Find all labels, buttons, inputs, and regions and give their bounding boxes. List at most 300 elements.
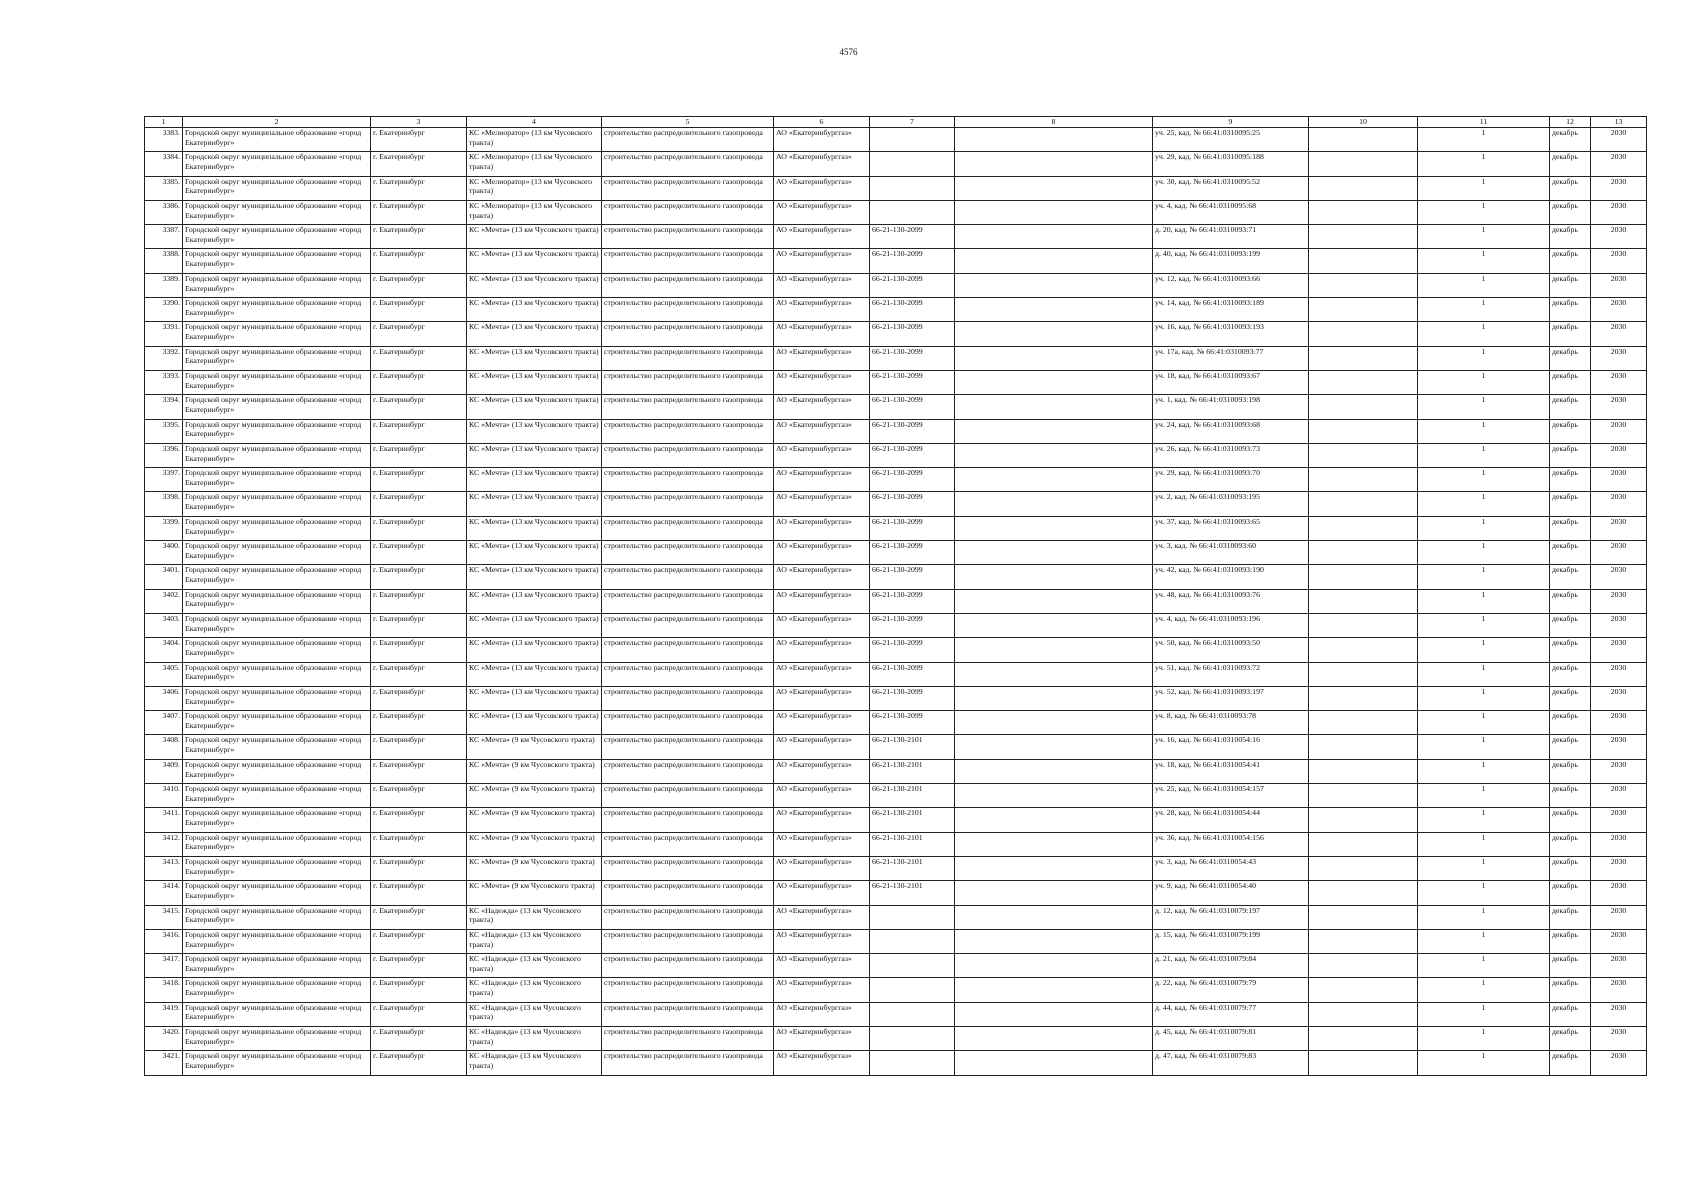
cell-c10 (1309, 516, 1418, 540)
cell-org: АО «Екатеринбурггаз» (774, 613, 870, 637)
cell-plot: д. 45, кад. № 66:41:0310079:81 (1153, 1026, 1309, 1050)
cell-qty: 1 (1418, 225, 1550, 249)
cell-doc: 66-21-130-2099 (870, 273, 955, 297)
cell-n: 3383. (145, 128, 183, 152)
cell-n: 3411. (145, 808, 183, 832)
cell-month: декабрь (1550, 128, 1591, 152)
cell-month: декабрь (1550, 443, 1591, 467)
cell-month: декабрь (1550, 662, 1591, 686)
cell-org: АО «Екатеринбурггаз» (774, 954, 870, 978)
cell-owner: Городской округ муниципальное образование «город Екатеринбург» (183, 128, 371, 152)
cell-month: декабрь (1550, 298, 1591, 322)
cell-org: АО «Екатеринбурггаз» (774, 346, 870, 370)
cell-c8 (955, 759, 1153, 783)
cell-n: 3395. (145, 419, 183, 443)
cell-owner: Городской округ муниципальное образование «город Екатеринбург» (183, 565, 371, 589)
cell-city: г. Екатеринбург (371, 298, 467, 322)
cell-object: КС «Мелиоратор» (13 км Чусовского тракта) (467, 176, 602, 200)
cell-plot: уч. 24, кад. № 66:41:0310093:68 (1153, 419, 1309, 443)
cell-n: 3409. (145, 759, 183, 783)
cell-city: г. Екатеринбург (371, 808, 467, 832)
cell-qty: 1 (1418, 1051, 1550, 1075)
cell-month: декабрь (1550, 954, 1591, 978)
cell-c10 (1309, 128, 1418, 152)
cell-month: декабрь (1550, 1002, 1591, 1026)
cell-n: 3415. (145, 905, 183, 929)
cell-n: 3407. (145, 711, 183, 735)
cell-doc: 66-21-130-2099 (870, 419, 955, 443)
cell-c10 (1309, 978, 1418, 1002)
cell-qty: 1 (1418, 128, 1550, 152)
cell-object: КС «Мечта» (9 км Чусовского тракта) (467, 832, 602, 856)
cell-object: КС «Мечта» (13 км Чусовского тракта) (467, 370, 602, 394)
cell-purpose: строительство распределительного газопровода (602, 954, 774, 978)
table-row (145, 735, 1647, 759)
cell-purpose: строительство распределительного газопровода (602, 1051, 774, 1075)
cell-n: 3405. (145, 662, 183, 686)
cell-c8 (955, 128, 1153, 152)
cell-n: 3421. (145, 1051, 183, 1075)
cell-org: АО «Екатеринбурггаз» (774, 881, 870, 905)
cell-doc: 66-21-130-2099 (870, 225, 955, 249)
cell-qty: 1 (1418, 492, 1550, 516)
cell-org: АО «Екатеринбурггаз» (774, 856, 870, 880)
column-header-2: 2 (183, 117, 371, 128)
cell-n: 3398. (145, 492, 183, 516)
cell-month: декабрь (1550, 152, 1591, 176)
cell-month: декабрь (1550, 735, 1591, 759)
cell-year: 2030 (1591, 322, 1647, 346)
cell-city: г. Екатеринбург (371, 978, 467, 1002)
cell-year: 2030 (1591, 249, 1647, 273)
cell-c10 (1309, 1026, 1418, 1050)
cell-qty: 1 (1418, 832, 1550, 856)
cell-n: 3384. (145, 152, 183, 176)
cell-year: 2030 (1591, 128, 1647, 152)
cell-plot: уч. 14, кад. № 66:41:0310093:189 (1153, 298, 1309, 322)
cell-n: 3394. (145, 395, 183, 419)
cell-c8 (955, 662, 1153, 686)
cell-c8 (955, 1026, 1153, 1050)
cell-qty: 1 (1418, 419, 1550, 443)
cell-c10 (1309, 370, 1418, 394)
table-row (145, 273, 1647, 297)
cell-qty: 1 (1418, 1026, 1550, 1050)
cell-plot: д. 15, кад. № 66:41:0310079:199 (1153, 929, 1309, 953)
cell-owner: Городской округ муниципальное образование «город Екатеринбург» (183, 370, 371, 394)
table-row (145, 200, 1647, 224)
cell-c8 (955, 370, 1153, 394)
cell-month: декабрь (1550, 419, 1591, 443)
cell-year: 2030 (1591, 856, 1647, 880)
cell-doc (870, 152, 955, 176)
cell-object: КС «Мечта» (9 км Чусовского тракта) (467, 808, 602, 832)
cell-year: 2030 (1591, 225, 1647, 249)
cell-n: 3397. (145, 468, 183, 492)
cell-city: г. Екатеринбург (371, 200, 467, 224)
cell-purpose: строительство распределительного газопровода (602, 492, 774, 516)
cell-c8 (955, 492, 1153, 516)
cell-doc: 66-21-130-2099 (870, 346, 955, 370)
cell-purpose: строительство распределительного газопровода (602, 832, 774, 856)
cell-month: декабрь (1550, 589, 1591, 613)
cell-plot: уч. 18, кад. № 66:41:0310054:41 (1153, 759, 1309, 783)
cell-n: 3399. (145, 516, 183, 540)
cell-year: 2030 (1591, 176, 1647, 200)
column-header-10: 10 (1309, 117, 1418, 128)
cell-month: декабрь (1550, 516, 1591, 540)
cell-org: АО «Екатеринбурггаз» (774, 370, 870, 394)
cell-c8 (955, 395, 1153, 419)
cell-n: 3410. (145, 784, 183, 808)
cell-month: декабрь (1550, 1026, 1591, 1050)
cell-month: декабрь (1550, 225, 1591, 249)
table-row (145, 856, 1647, 880)
cell-object: КС «Мечта» (13 км Чусовского тракта) (467, 492, 602, 516)
cell-doc: 66-21-130-2099 (870, 541, 955, 565)
cell-qty: 1 (1418, 978, 1550, 1002)
cell-object: КС «Мечта» (13 км Чусовского тракта) (467, 249, 602, 273)
cell-city: г. Екатеринбург (371, 784, 467, 808)
table-row (145, 225, 1647, 249)
cell-n: 3393. (145, 370, 183, 394)
cell-qty: 1 (1418, 589, 1550, 613)
cell-doc (870, 200, 955, 224)
table-row (145, 468, 1647, 492)
cell-year: 2030 (1591, 711, 1647, 735)
cell-purpose: строительство распределительного газопровода (602, 200, 774, 224)
cell-qty: 1 (1418, 808, 1550, 832)
cell-n: 3404. (145, 638, 183, 662)
cell-c8 (955, 784, 1153, 808)
cell-owner: Городской округ муниципальное образование «город Екатеринбург» (183, 686, 371, 710)
cell-c10 (1309, 492, 1418, 516)
cell-n: 3390. (145, 298, 183, 322)
table-row (145, 128, 1647, 152)
column-header-8: 8 (955, 117, 1153, 128)
table-row (145, 929, 1647, 953)
cell-city: г. Екатеринбург (371, 1002, 467, 1026)
cell-c8 (955, 346, 1153, 370)
cell-doc: 66-21-130-2101 (870, 881, 955, 905)
cell-purpose: строительство распределительного газопровода (602, 784, 774, 808)
cell-org: АО «Екатеринбурггаз» (774, 711, 870, 735)
cell-org: АО «Екатеринбурггаз» (774, 200, 870, 224)
cell-city: г. Екатеринбург (371, 225, 467, 249)
cell-org: АО «Екатеринбурггаз» (774, 492, 870, 516)
cell-doc: 66-21-130-2099 (870, 516, 955, 540)
table-row (145, 249, 1647, 273)
cell-c10 (1309, 856, 1418, 880)
cell-object: КС «Мечта» (13 км Чусовского тракта) (467, 662, 602, 686)
cell-year: 2030 (1591, 565, 1647, 589)
cell-year: 2030 (1591, 516, 1647, 540)
cell-city: г. Екатеринбург (371, 516, 467, 540)
cell-n: 3414. (145, 881, 183, 905)
cell-owner: Городской округ муниципальное образование «город Екатеринбург» (183, 711, 371, 735)
cell-object: КС «Мечта» (13 км Чусовского тракта) (467, 273, 602, 297)
cell-purpose: строительство распределительного газопровода (602, 808, 774, 832)
cell-qty: 1 (1418, 152, 1550, 176)
cell-object: КС «Мечта» (13 км Чусовского тракта) (467, 346, 602, 370)
cell-year: 2030 (1591, 613, 1647, 637)
cell-month: декабрь (1550, 370, 1591, 394)
cell-c8 (955, 856, 1153, 880)
cell-object: КС «Мечта» (13 км Чусовского тракта) (467, 565, 602, 589)
cell-c8 (955, 565, 1153, 589)
cell-plot: уч. 28, кад. № 66:41:0310054:44 (1153, 808, 1309, 832)
cell-c10 (1309, 735, 1418, 759)
cell-c10 (1309, 686, 1418, 710)
cell-year: 2030 (1591, 492, 1647, 516)
cell-year: 2030 (1591, 735, 1647, 759)
table-row (145, 443, 1647, 467)
cell-owner: Городской округ муниципальное образование «город Екатеринбург» (183, 1002, 371, 1026)
cell-c8 (955, 176, 1153, 200)
cell-object: КС «Надежда» (13 км Чусовского тракта) (467, 929, 602, 953)
cell-month: декабрь (1550, 711, 1591, 735)
cell-purpose: строительство распределительного газопровода (602, 346, 774, 370)
cell-owner: Городской округ муниципальное образование «город Екатеринбург» (183, 492, 371, 516)
cell-owner: Городской округ муниципальное образование «город Екатеринбург» (183, 954, 371, 978)
table-row (145, 638, 1647, 662)
cell-doc (870, 929, 955, 953)
column-header-7: 7 (870, 117, 955, 128)
cell-c10 (1309, 346, 1418, 370)
cell-n: 3387. (145, 225, 183, 249)
cell-org: АО «Екатеринбурггаз» (774, 468, 870, 492)
cell-owner: Городской округ муниципальное образование «город Екатеринбург» (183, 200, 371, 224)
cell-city: г. Екатеринбург (371, 929, 467, 953)
cell-c10 (1309, 929, 1418, 953)
cell-n: 3400. (145, 541, 183, 565)
cell-qty: 1 (1418, 370, 1550, 394)
cell-month: декабрь (1550, 273, 1591, 297)
cell-plot: уч. 4, кад. № 66:41:0310095:68 (1153, 200, 1309, 224)
cell-c10 (1309, 1051, 1418, 1075)
column-header-6: 6 (774, 117, 870, 128)
table-row (145, 759, 1647, 783)
cell-purpose: строительство распределительного газопровода (602, 978, 774, 1002)
cell-month: декабрь (1550, 322, 1591, 346)
cell-c10 (1309, 468, 1418, 492)
cell-c10 (1309, 711, 1418, 735)
cell-doc: 66-21-130-2101 (870, 832, 955, 856)
cell-owner: Городской округ муниципальное образование «город Екатеринбург» (183, 881, 371, 905)
cell-purpose: строительство распределительного газопровода (602, 419, 774, 443)
cell-year: 2030 (1591, 832, 1647, 856)
cell-org: АО «Екатеринбурггаз» (774, 638, 870, 662)
cell-city: г. Екатеринбург (371, 662, 467, 686)
cell-plot: уч. 16, кад. № 66:41:0310054:16 (1153, 735, 1309, 759)
cell-owner: Городской округ муниципальное образование «город Екатеринбург» (183, 589, 371, 613)
cell-object: КС «Мечта» (13 км Чусовского тракта) (467, 638, 602, 662)
cell-year: 2030 (1591, 978, 1647, 1002)
cell-doc (870, 978, 955, 1002)
column-header-1: 1 (145, 117, 183, 128)
cell-org: АО «Екатеринбурггаз» (774, 662, 870, 686)
column-header-13: 13 (1591, 117, 1647, 128)
cell-plot: уч. 29, кад. № 66:41:0310095:188 (1153, 152, 1309, 176)
cell-purpose: строительство распределительного газопровода (602, 929, 774, 953)
cell-city: г. Екатеринбург (371, 395, 467, 419)
cell-c10 (1309, 589, 1418, 613)
cell-c10 (1309, 395, 1418, 419)
cell-doc: 66-21-130-2099 (870, 443, 955, 467)
table-row (145, 589, 1647, 613)
cell-org: АО «Екатеринбурггаз» (774, 225, 870, 249)
cell-owner: Городской округ муниципальное образование «город Екатеринбург» (183, 468, 371, 492)
cell-plot: уч. 9, кад. № 66:41:0310054:40 (1153, 881, 1309, 905)
cell-c8 (955, 322, 1153, 346)
cell-org: АО «Екатеринбурггаз» (774, 686, 870, 710)
cell-month: декабрь (1550, 613, 1591, 637)
table-row (145, 613, 1647, 637)
cell-qty: 1 (1418, 249, 1550, 273)
cell-city: г. Екатеринбург (371, 832, 467, 856)
cell-purpose: строительство распределительного газопровода (602, 468, 774, 492)
cell-purpose: строительство распределительного газопровода (602, 176, 774, 200)
table-header (145, 117, 1647, 128)
cell-year: 2030 (1591, 784, 1647, 808)
cell-plot: д. 47, кад. № 66:41:0310079:83 (1153, 1051, 1309, 1075)
cell-city: г. Екатеринбург (371, 565, 467, 589)
cell-purpose: строительство распределительного газопровода (602, 128, 774, 152)
cell-plot: д. 21, кад. № 66:41:0310079:84 (1153, 954, 1309, 978)
table-row (145, 565, 1647, 589)
cell-org: АО «Екатеринбурггаз» (774, 808, 870, 832)
column-header-9: 9 (1153, 117, 1309, 128)
cell-n: 3389. (145, 273, 183, 297)
cell-owner: Городской округ муниципальное образование «город Екатеринбург» (183, 1051, 371, 1075)
cell-city: г. Екатеринбург (371, 735, 467, 759)
table-row (145, 905, 1647, 929)
cell-owner: Городской округ муниципальное образование «город Екатеринбург» (183, 638, 371, 662)
cell-year: 2030 (1591, 370, 1647, 394)
cell-city: г. Екатеринбург (371, 468, 467, 492)
cell-n: 3416. (145, 929, 183, 953)
cell-year: 2030 (1591, 419, 1647, 443)
cell-c8 (955, 589, 1153, 613)
cell-doc: 66-21-130-2099 (870, 468, 955, 492)
cell-plot: уч. 37, кад. № 66:41:0310093:65 (1153, 516, 1309, 540)
cell-qty: 1 (1418, 200, 1550, 224)
cell-c10 (1309, 881, 1418, 905)
cell-city: г. Екатеринбург (371, 638, 467, 662)
cell-month: декабрь (1550, 346, 1591, 370)
cell-purpose: строительство распределительного газопровода (602, 905, 774, 929)
cell-object: КС «Мечта» (9 км Чусовского тракта) (467, 784, 602, 808)
cell-object: КС «Мечта» (13 км Чусовского тракта) (467, 516, 602, 540)
cell-object: КС «Мечта» (9 км Чусовского тракта) (467, 881, 602, 905)
cell-plot: уч. 2, кад. № 66:41:0310093:195 (1153, 492, 1309, 516)
table-row (145, 881, 1647, 905)
cell-owner: Городской округ муниципальное образование «город Екатеринбург» (183, 978, 371, 1002)
cell-purpose: строительство распределительного газопровода (602, 711, 774, 735)
cell-n: 3418. (145, 978, 183, 1002)
cell-plot: уч. 4, кад. № 66:41:0310093:196 (1153, 613, 1309, 637)
cell-object: КС «Мечта» (9 км Чусовского тракта) (467, 759, 602, 783)
cell-doc: 66-21-130-2099 (870, 589, 955, 613)
cell-purpose: строительство распределительного газопровода (602, 686, 774, 710)
cell-city: г. Екатеринбург (371, 711, 467, 735)
cell-purpose: строительство распределительного газопровода (602, 1026, 774, 1050)
cell-year: 2030 (1591, 808, 1647, 832)
cell-c8 (955, 298, 1153, 322)
cell-purpose: строительство распределительного газопровода (602, 273, 774, 297)
cell-org: АО «Екатеринбурггаз» (774, 905, 870, 929)
table-row (145, 832, 1647, 856)
table-row (145, 346, 1647, 370)
cell-plot: уч. 18, кад. № 66:41:0310093:67 (1153, 370, 1309, 394)
cell-month: декабрь (1550, 881, 1591, 905)
cell-qty: 1 (1418, 759, 1550, 783)
cell-owner: Городской округ муниципальное образование «город Екатеринбург» (183, 905, 371, 929)
cell-object: КС «Мечта» (13 км Чусовского тракта) (467, 225, 602, 249)
cell-object: КС «Мечта» (13 км Чусовского тракта) (467, 322, 602, 346)
cell-c10 (1309, 176, 1418, 200)
cell-org: АО «Екатеринбурггаз» (774, 1051, 870, 1075)
cell-owner: Городской округ муниципальное образование «город Екатеринбург» (183, 249, 371, 273)
cell-c10 (1309, 613, 1418, 637)
cell-qty: 1 (1418, 686, 1550, 710)
cell-year: 2030 (1591, 468, 1647, 492)
cell-plot: уч. 25, кад. № 66:41:0310054:157 (1153, 784, 1309, 808)
cell-doc: 66-21-130-2099 (870, 492, 955, 516)
cell-month: декабрь (1550, 856, 1591, 880)
table-row (145, 686, 1647, 710)
cell-purpose: строительство распределительного газопровода (602, 759, 774, 783)
cell-owner: Городской округ муниципальное образование «город Екатеринбург» (183, 856, 371, 880)
cell-object: КС «Мечта» (9 км Чусовского тракта) (467, 856, 602, 880)
table-row (145, 395, 1647, 419)
cell-plot: уч. 3, кад. № 66:41:0310093:60 (1153, 541, 1309, 565)
cell-qty: 1 (1418, 856, 1550, 880)
cell-plot: уч. 8, кад. № 66:41:0310093:78 (1153, 711, 1309, 735)
cell-n: 3386. (145, 200, 183, 224)
cell-year: 2030 (1591, 298, 1647, 322)
cell-object: КС «Мелиоратор» (13 км Чусовского тракта) (467, 152, 602, 176)
cell-month: декабрь (1550, 541, 1591, 565)
cell-month: декабрь (1550, 978, 1591, 1002)
cell-purpose: строительство распределительного газопровода (602, 152, 774, 176)
cell-n: 3396. (145, 443, 183, 467)
cell-org: АО «Екатеринбурггаз» (774, 443, 870, 467)
cell-owner: Городской округ муниципальное образование «город Екатеринбург» (183, 735, 371, 759)
cell-owner: Городской округ муниципальное образование «город Екатеринбург» (183, 176, 371, 200)
cell-doc: 66-21-130-2101 (870, 784, 955, 808)
cell-object: КС «Мечта» (13 км Чусовского тракта) (467, 686, 602, 710)
cell-org: АО «Екатеринбурггаз» (774, 978, 870, 1002)
cell-month: декабрь (1550, 808, 1591, 832)
cell-month: декабрь (1550, 832, 1591, 856)
column-header-11: 11 (1418, 117, 1550, 128)
column-header-3: 3 (371, 117, 467, 128)
cell-n: 3420. (145, 1026, 183, 1050)
table-row (145, 978, 1647, 1002)
cell-c10 (1309, 443, 1418, 467)
cell-month: декабрь (1550, 929, 1591, 953)
cell-c10 (1309, 638, 1418, 662)
cell-purpose: строительство распределительного газопровода (602, 541, 774, 565)
cell-plot: уч. 36, кад. № 66:41:0310054:156 (1153, 832, 1309, 856)
cell-owner: Городской округ муниципальное образование «город Екатеринбург» (183, 808, 371, 832)
cell-c10 (1309, 298, 1418, 322)
cell-qty: 1 (1418, 468, 1550, 492)
cell-c8 (955, 443, 1153, 467)
cell-plot: д. 20, кад. № 66:41:0310093:71 (1153, 225, 1309, 249)
cell-n: 3403. (145, 613, 183, 637)
